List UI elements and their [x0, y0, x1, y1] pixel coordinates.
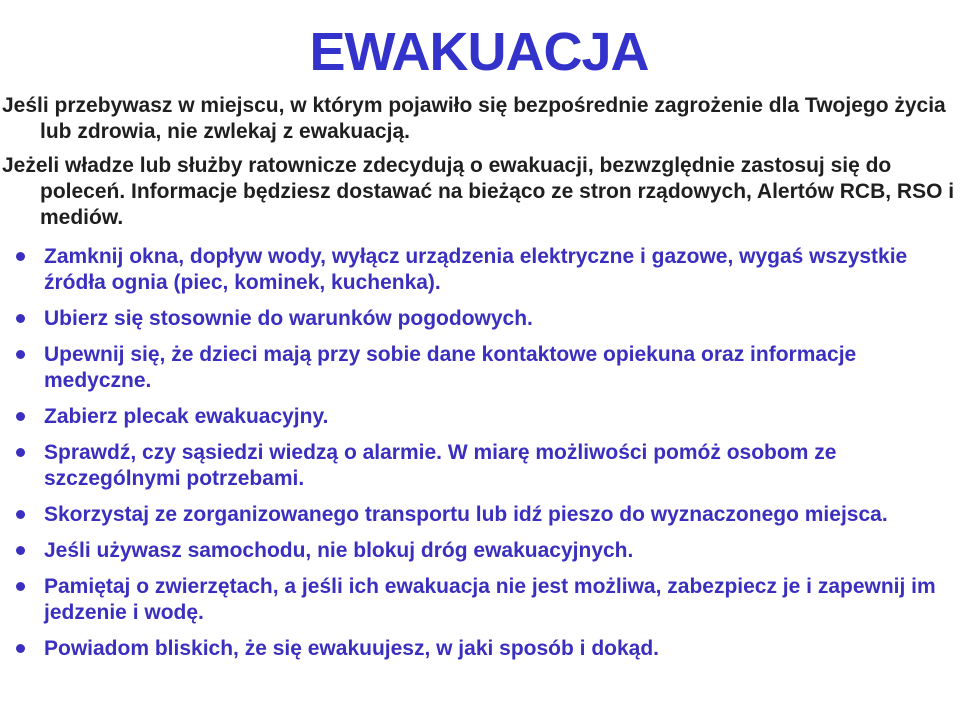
bullet-icon [16, 314, 25, 323]
list-item [2, 244, 956, 296]
bullet-text: Zabierz plecak ewakuacyjny. [44, 405, 329, 428]
bullet-text: Ubierz się stosownie do warunków pogodowych. [44, 306, 533, 330]
bullet-icon [16, 546, 25, 555]
bullet-text: Upewnij się, że dzieci mają przy sobie dane kontaktowe opiekuna oraz informacje medyczne. [44, 342, 857, 392]
list-item [2, 502, 956, 528]
bullet-icon [16, 412, 25, 421]
list-item [2, 342, 956, 394]
bullet-icon [16, 582, 25, 591]
bullet-text: Pamiętaj o zwierzętach, a jeśli ich ewakuacja nie jest możliwa, zabezpiecz je i zapewnij im jedzenie i wodę. [44, 575, 936, 625]
intro-paragraph-1: Jeśli przebywasz w miejscu, w którym pojawiło się bezpośrednie zagrożenie dla Twojego życia lub zdrowia, nie zwlekaj z ewakuacją. [2, 93, 946, 143]
bullet-text: Zamknij okna, dopływ wody, wyłącz urządzenia elektryczne i gazowe, wygaś wszystkie źródła ognia (piec, kominek, kuchenka). [44, 244, 908, 294]
bullet-icon [16, 448, 25, 457]
page-title: EWAKUACJA [309, 22, 649, 82]
list-item [2, 440, 956, 492]
bullet-text: Jeśli używasz samochodu, nie blokuj dróg ewakuacyjnych. [44, 539, 634, 563]
bullet-text: Sprawdź, czy sąsiedzi wiedzą o alarmie. W miarę możliwości pomóż osobom ze szczególnymi potrzebami. [44, 441, 837, 491]
bullet-text: Powiadom bliskich, że się ewakuujesz, w jaki sposób i dokąd. [44, 637, 660, 661]
list-item [2, 306, 956, 332]
list-item [2, 636, 956, 662]
bullet-icon [16, 350, 25, 359]
bullet-icon [16, 510, 25, 519]
bullet-icon [16, 644, 25, 653]
bullet-list [2, 244, 956, 662]
list-item [2, 574, 956, 626]
list-item [2, 538, 956, 564]
intro-paragraph-2: Jeżeli władze lub służby ratownicze zdecydują o ewakuacji, bezwzględnie zastosuj się do poleceń. Informacje będziesz dostawać na bieżąco ze stron rządowych, Alertów RCB, RSO i mediów. [2, 153, 955, 229]
bullet-text: Skorzystaj ze zorganizowanego transportu lub idź pieszo do wyznaczonego miejsca. [44, 503, 888, 527]
bullet-icon [16, 252, 25, 261]
list-item [2, 404, 956, 430]
